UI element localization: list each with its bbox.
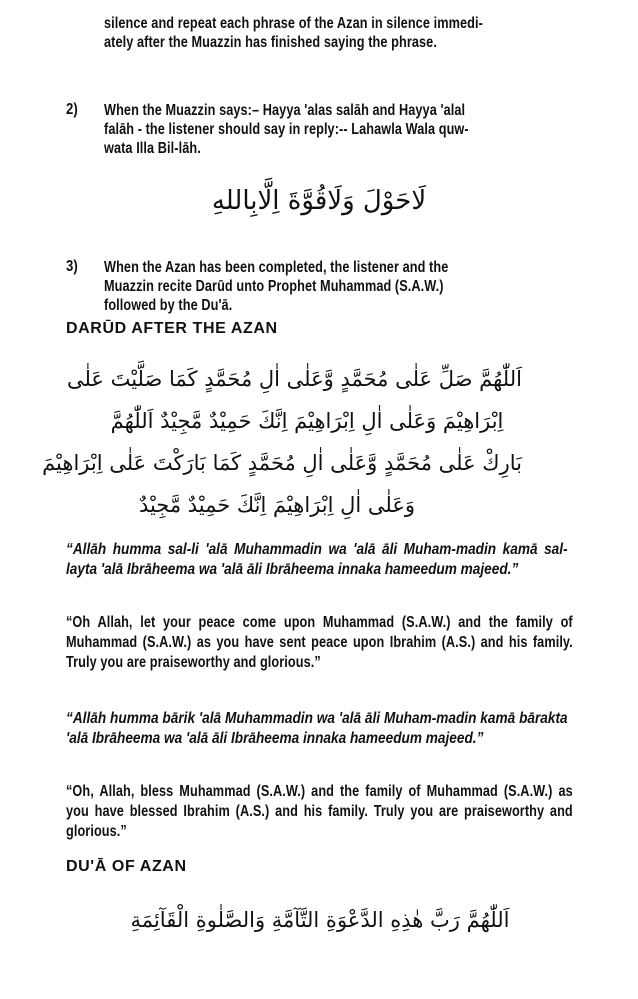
intro-line-2: ately after the Muazzin has finished saying the phrase. <box>104 34 437 51</box>
darud-arabic-line-4: وَعَلٰى اٰلِ اِبْرَاهِيْمَ اِنَّكَ حَمِيْدٌ مَّجِيْدٌ <box>138 493 416 517</box>
section-heading-dua: DU'Ā OF AZAN <box>66 858 187 875</box>
translation-1-text: “Oh Allah, let your peace come upon Muhammad (S.A.W.) and the family of Muhammad (S.A.W.) as you have sent peace upon Ibrahim (A.S.) and his family. Truly you are praiseworthy and glorious.” <box>66 614 573 671</box>
darud-arabic-line-1: اَللّٰهُمَّ صَلِّ عَلٰى مُحَمَّدٍ وَّعَلٰى اٰلِ مُحَمَّدٍ كَمَا صَلَّيْتَ عَلٰى <box>66 367 522 391</box>
item-2-arabic-phrase: لَاحَوْلَ وَلَاقُوَّةَ اِلَّابِاللهِ <box>211 186 427 216</box>
intro-line-1: silence and repeat each phrase of the Azan in silence immedi- <box>104 15 483 32</box>
darud-arabic-block <box>42 358 522 526</box>
item-3-line-1: When the Azan has been completed, the listener and the <box>104 259 449 276</box>
translation-1 <box>66 613 573 673</box>
translation-2 <box>66 782 573 842</box>
transliteration-2-text: “Allāh humma bārik 'alā Muhammadin wa 'alā āli Muham-madin kamā bārakta 'alā Ibrāheema wa 'alā āli Ibrāheema innaka hameedum majeed.” <box>66 710 568 747</box>
item-3-line-3: followed by the Du'ā. <box>104 297 233 314</box>
darud-arabic-line-2: اِبْرَاهِيْمَ وَعَلٰى اٰلِ اِبْرَاهِيْمَ اِنَّكَ حَمِيْدٌ مَّجِيْدٌ اَللّٰهُمَّ <box>110 409 504 433</box>
section-heading-darud: DARŪD AFTER THE AZAN <box>66 320 278 337</box>
item-3-number: 3) <box>66 258 78 275</box>
transliteration-1-text: “Allāh humma sal-li 'alā Muhammadin wa 'alā āli Muham-madin kamā sal-layta 'alā Ibrāheema wa 'alā āli Ibrāheema innaka hameedum majeed.” <box>66 541 568 578</box>
transliteration-1 <box>66 540 568 580</box>
item-2-line-1: When the Muazzin says:– Hayya 'alas salāh and Hayya 'alal <box>104 102 466 119</box>
dua-arabic-line: اَللّٰهُمَّ رَبَّ هٰذِهِ الدَّعْوَةِ التَّآمَّةِ وَالصَّلٰوةِ الْقَآئِمَةِ <box>130 908 510 932</box>
translation-2-text: “Oh, Allah, bless Muhammad (S.A.W.) and the family of Muhammad (S.A.W.) as you have blessed Ibrahim (A.S.) and his family. Truly you are praiseworthy and glorious.” <box>66 783 573 840</box>
darud-arabic-line-3: بَارِكْ عَلٰى مُحَمَّدٍ وَّعَلٰى اٰلِ مُحَمَّدٍ كَمَا بَارَكْتَ عَلٰى اِبْرَاهِيْمَ <box>42 451 522 475</box>
item-2-number: 2) <box>66 101 78 118</box>
item-3-line-2: Muazzin recite Darūd unto Prophet Muhammad (S.A.W.) <box>104 278 444 295</box>
item-2-line-2: falāh - the listener should say in reply:-- Lahawla Wala quw- <box>104 121 469 138</box>
item-3-text <box>104 258 547 315</box>
item-2-text <box>104 101 547 158</box>
transliteration-2 <box>66 709 568 749</box>
intro-paragraph <box>104 14 530 52</box>
item-2-line-3: wata Illa Bil-lāh. <box>104 140 201 157</box>
